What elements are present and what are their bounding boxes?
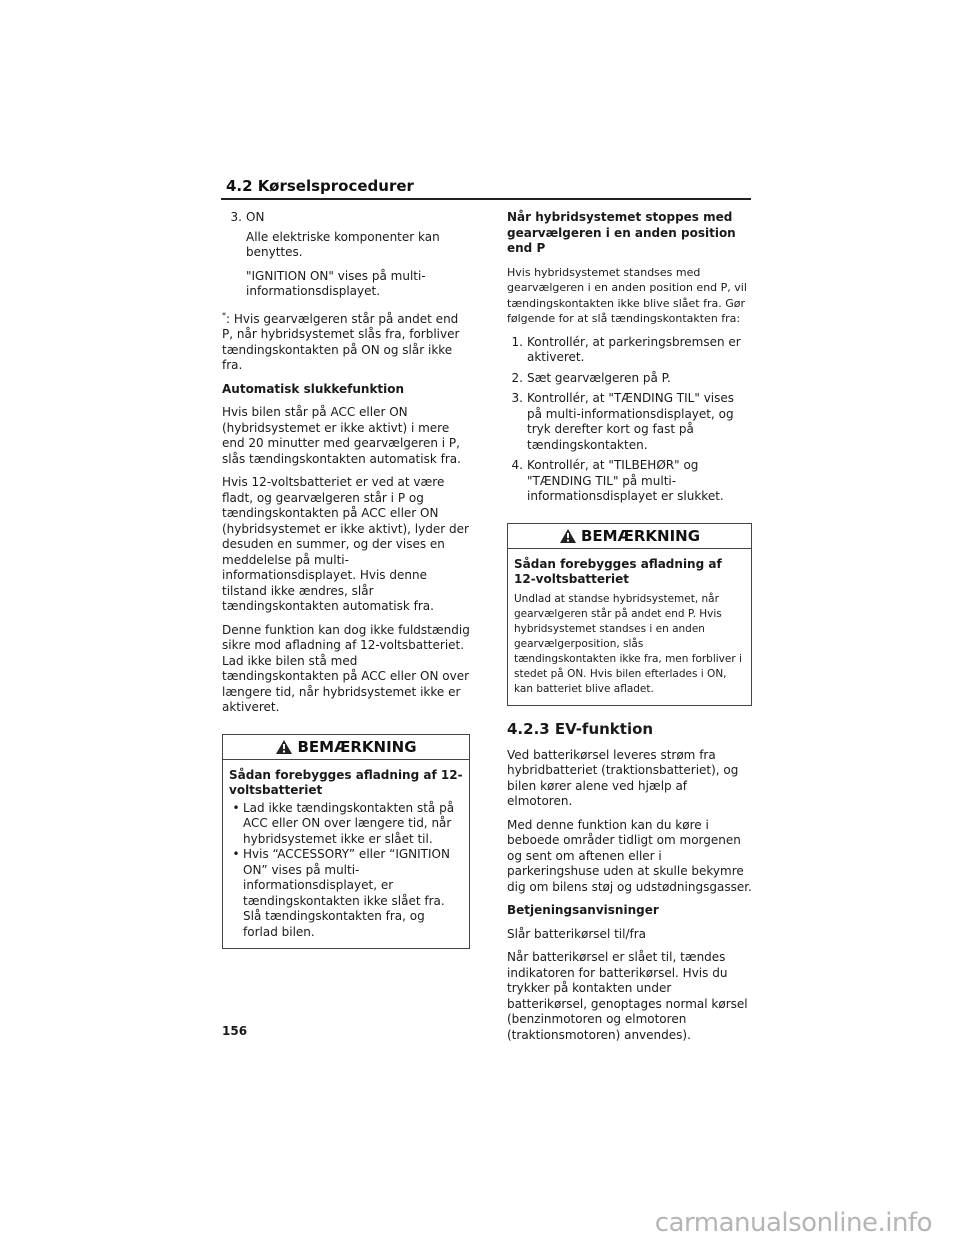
ev-paragraph-2: Med denne funktion kan du køre i beboede områder tidligt om morgenen og sent om aftenen eller i parkeringshuse uden at skulle bekymre dig om bilens støj og udstødningsgasser. (507, 817, 752, 894)
notice-bullet-text-2: Hvis “ACCESSORY” eller “IGNITION ON” vises på multi-informationsdisplayet, er tændingskontakten ikke slået fra. Slå tændingskontakten fra, og forlad bilen. (243, 847, 450, 939)
step-item (507, 458, 752, 505)
footnote-text: : Hvis gearvælgeren står på andet end P, når hybridsystemet slås fra, forbliver tændingskontakten på ON og slår ikke fra. (222, 311, 460, 372)
notice-bullet (229, 801, 463, 848)
section-header: 4.2 Kørselsprocedurer (226, 177, 414, 195)
operation-heading: Betjeningsanvisninger (507, 903, 659, 917)
notice-box-left (222, 734, 470, 950)
footnote-mark: * (222, 310, 226, 320)
section-title-ev: 4.2.3 EV-funktion (507, 719, 654, 738)
auto-off-heading: Automatisk slukkefunktion (222, 381, 405, 396)
auto-off-paragraph-3: Denne funktion kan dog ikke fuldstændig sikre mod afladning af 12-voltsbatteriet. Lad ikke bilen stå med tændingskontakten på ACC eller ON over længere tid, når hybridsystemet ikke er aktiveret. (222, 622, 470, 714)
notice-bullet (229, 847, 463, 940)
step-item (507, 371, 752, 387)
stop-heading: Når hybridsystemet stoppes med gearvælgeren i en anden position end P (507, 210, 736, 255)
left-column (222, 210, 470, 949)
step-number: 1. (511, 334, 523, 349)
stop-paragraph: Hvis hybridsystemet standses med gearvælgeren i en anden position end P, vil tændingskontakten ikke blive slået fra. Gør følgende for at slå tændingskontakten fra: (507, 265, 747, 325)
step-text: Sæt gearvælgeren på P. (527, 370, 671, 385)
step-number: 2. (511, 370, 523, 385)
notice-header (223, 735, 469, 760)
step-text: Kontrollér, at "TILBEHØR" og "TÆNDING TIL" på multi-informationsdisplayet er slukket. (527, 458, 724, 503)
warning-icon (275, 739, 293, 755)
bullet-dot: • (232, 847, 240, 861)
notice-header (508, 524, 751, 549)
notice-heading: Sådan forebygges afladning af 12-voltsbatteriet (229, 767, 463, 797)
warning-icon (559, 528, 577, 544)
auto-off-paragraph-2: Hvis 12-voltsbatteriet er ved at være fladt, og gearvælgeren står i P og tændingskontakten på ACC eller ON (hybridsystemet er ikke aktivt), lyder der desuden en summer, og der vises en meddelelse på multi-informationsdisplayet. Hvis denne tilstand ikke ændres, slår tændingskontakten automatisk fra. (222, 475, 469, 613)
notice-bullet-text-1: Lad ikke tændingskontakten stå på ACC eller ON over længere tid, når hybridsystemet ikke er slået til. (243, 800, 455, 846)
notice-body (508, 549, 751, 705)
bullet-dot: • (232, 800, 240, 815)
notice-title: BEMÆRKNING (580, 526, 701, 545)
footnote (222, 308, 470, 374)
right-column (507, 210, 752, 1051)
header-divider (221, 198, 751, 200)
notice-text: Undlad at standse hybridsystemet, når gearvælgeren står på andet end P. Hvis hybridsystemet standses i en anden gearvælgerposition, slås tændingskontakten ikke fra, men forbliver i stedet på ON. Hvis bilen efterlades i ON, kan batteriet blive afladet. (514, 592, 742, 695)
watermark: carmanualsonline.info (654, 1208, 932, 1238)
step-item (507, 335, 752, 366)
step-text: Kontrollér, at "TÆNDING TIL" vises på multi-informationsdisplayet, og tryk derefter kort og fast på tændingskontakten. (527, 391, 735, 452)
ev-paragraph-1: Ved batterikørsel leveres strøm fra hybridbatteriet (traktionsbatteriet), og bilen kører alene ved hjælp af elmotoren. (507, 747, 739, 808)
list-number: 3. (230, 210, 242, 224)
step-item (507, 391, 752, 453)
step-number: 3. (511, 391, 523, 405)
notice-body (223, 760, 469, 949)
notice-box-right (507, 523, 752, 706)
step-text: Kontrollér, at parkeringsbremsen er aktiveret. (527, 334, 741, 364)
notice-title: BEMÆRKNING (297, 737, 417, 756)
step-number: 4. (511, 458, 523, 472)
on-description-2: "IGNITION ON" vises på multi-informationsdisplayet. (246, 268, 426, 298)
on-description-1: Alle elektriske komponenter kan benyttes. (246, 229, 440, 259)
operation-paragraph-2: Når batterikørsel er slået til, tændes indikatoren for batterikørsel. Hvis du trykker på kontakten under batterikørsel, genoptages normal kørsel (benzinmotoren og elmotoren (traktionsmotoren) anvendes). (507, 950, 748, 1042)
notice-heading: Sådan forebygges afladning af 12-voltsbatteriet (514, 556, 722, 586)
operation-paragraph-1: Slår batterikørsel til/fra (507, 926, 647, 941)
list-label: ON (246, 210, 265, 224)
page-number: 156 (222, 1024, 248, 1038)
list-item-on (222, 210, 470, 226)
auto-off-paragraph-1: Hvis bilen står på ACC eller ON (hybridsystemet er ikke aktivt) i mere end 20 minutter med gearvælgeren i P, slås tændingskontakten automatisk fra. (222, 405, 461, 466)
